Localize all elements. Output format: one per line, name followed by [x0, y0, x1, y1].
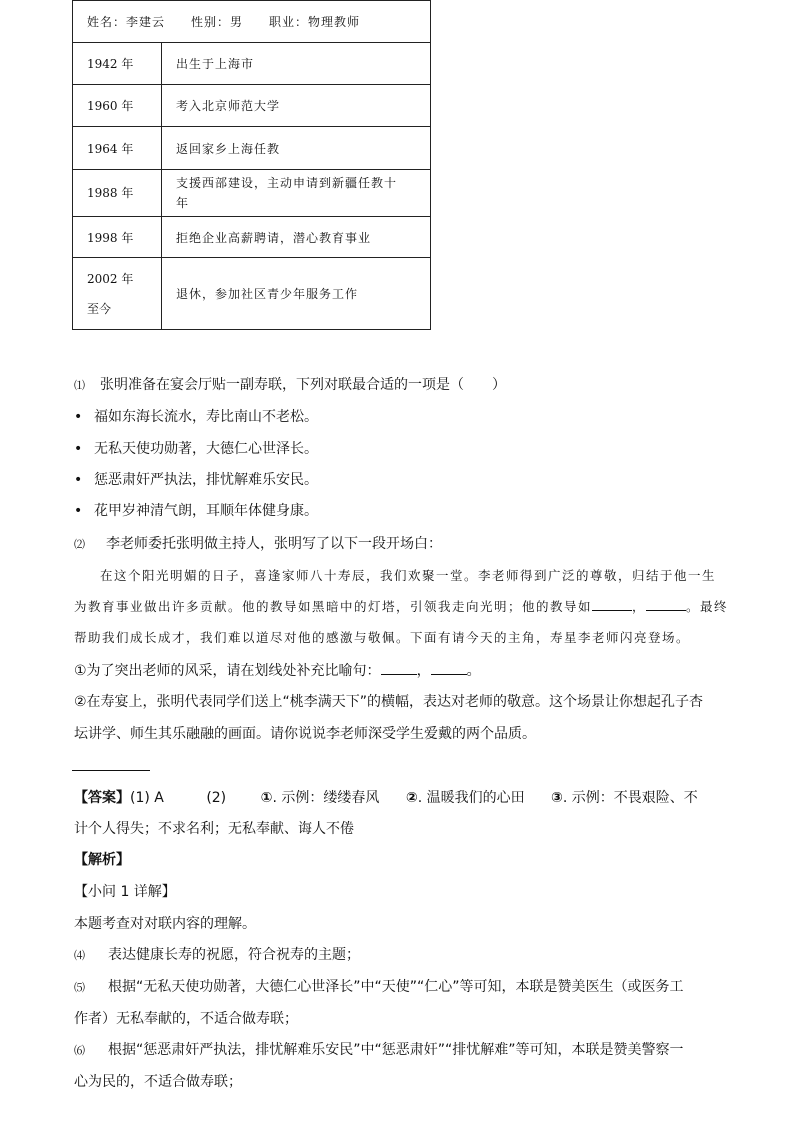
question-2 — [74, 533, 442, 553]
question-text: 李老师委托张明做主持人，张明写了以下一段开场白： — [106, 536, 442, 552]
bullet-icon: • — [74, 409, 83, 425]
analysis-item-continuation: 作者）无私奉献的，不适合做寿联； — [74, 1011, 298, 1027]
table-row — [73, 170, 431, 217]
item-number: ⑷ — [74, 949, 85, 962]
answer-part: . 温暖我们的心田 — [417, 790, 525, 806]
item-number: ⑸ — [74, 981, 85, 994]
analysis-label: 【解析】 — [74, 852, 130, 868]
answer-label: 【答案】 — [74, 790, 130, 806]
table-row — [73, 85, 431, 127]
option-text: 惩恶肃奸严执法，排忧解难乐安民。 — [94, 472, 318, 488]
answer-line: 计个人得失；不求名利；无私奉献、诲人不倦 — [74, 821, 354, 837]
answer-mark: ③ — [551, 790, 563, 806]
event-cell: 出生于上海市 — [162, 43, 431, 85]
option-text: 花甲岁神清气朗，耳顺年体健身康。 — [94, 503, 318, 519]
answer-mark: ② — [405, 790, 418, 806]
year-line: 2002 年 — [87, 271, 134, 286]
blank-1 — [381, 662, 417, 675]
opening-speech-line: 在这个阳光明媚的日子，喜逢家师八十寿辰，我们欢聚一堂。李老师得到广泛的尊敬，归结于他一生 — [100, 568, 717, 583]
item-text: 根据“惩恶肃奸严执法，排忧解难乐安民”中“惩恶肃奸”“排忧解难”等可知，本联是赞美警察一 — [108, 1042, 684, 1058]
event-line: 支援西部建设，主动申请到新疆任教十 — [176, 176, 398, 190]
year-cell: 1998 年 — [73, 217, 162, 258]
analysis-sub-label: 【小问 1 详解】 — [74, 884, 176, 900]
answer-part: (2) — [206, 790, 227, 806]
bullet-icon: • — [74, 472, 83, 488]
opening-speech-line — [74, 597, 728, 615]
answer-part: . 示例：不畏艰险、不 — [562, 790, 698, 806]
blank-1 — [592, 598, 632, 611]
answer-part: . 示例：缕缕春风 — [272, 790, 380, 806]
sub-question-text: ， — [416, 663, 431, 679]
option-text: 无私天使功勋著，大德仁心世泽长。 — [94, 441, 318, 457]
question-text: 张明准备在宴会厅贴一副寿联，下列对联最合适的一项是（ ） — [100, 377, 506, 393]
event-cell — [162, 170, 431, 217]
year-cell: 1988 年 — [73, 170, 162, 217]
answer-mark: ① — [260, 790, 273, 806]
table-row — [73, 43, 431, 85]
year-line: 至今 — [87, 301, 112, 316]
option-c — [74, 469, 318, 489]
sub-question-1 — [74, 660, 481, 680]
question-number: ⑵ — [74, 538, 85, 551]
analysis-intro: 本题考查对对联内容的理解。 — [74, 916, 256, 932]
item-number: ⑹ — [74, 1044, 85, 1057]
answer-line — [74, 787, 698, 807]
year-cell: 1942 年 — [73, 43, 162, 85]
sub-question-2-line: 坛讲学、师生其乐融融的画面。请你说说李老师深受学生爱戴的两个品质。 — [74, 726, 536, 742]
analysis-item — [74, 944, 360, 964]
event-cell: 考入北京师范大学 — [162, 85, 431, 127]
year-cell — [73, 258, 162, 330]
bullet-icon: • — [74, 441, 83, 457]
speech-text: 。最终 — [686, 599, 729, 614]
table-header: 姓名：李建云 性别：男 职业：物理教师 — [73, 1, 431, 43]
item-text: 根据“无私天使功勋著，大德仁心世泽长”中“天使”“仁心”等可知，本联是赞美医生（或医务工 — [108, 979, 684, 995]
table-row — [73, 127, 431, 170]
event-line: 年 — [176, 196, 190, 210]
opening-speech-line: 帮助我们成长成才，我们难以道尽对他的感激与敬佩。下面有请今天的主角，寿星李老师闪亮登场。 — [74, 630, 691, 645]
year-cell: 1960 年 — [73, 85, 162, 127]
blank-2 — [431, 662, 467, 675]
event-cell: 退休，参加社区青少年服务工作 — [162, 258, 431, 330]
table-row — [73, 217, 431, 258]
option-d — [74, 500, 318, 520]
analysis-item — [74, 976, 684, 996]
table-row — [73, 258, 431, 330]
option-a — [74, 406, 318, 426]
question-1 — [74, 374, 506, 394]
answer-part: (1) A — [130, 790, 164, 806]
divider — [72, 770, 150, 771]
sub-question-text: ①为了突出老师的风采，请在划线处补充比喻句： — [74, 663, 381, 679]
year-cell: 1964 年 — [73, 127, 162, 170]
analysis-item-continuation: 心为民的，不适合做寿联； — [74, 1074, 242, 1090]
question-number: ⑴ — [74, 379, 85, 392]
biography-table — [72, 0, 431, 330]
bullet-icon: • — [74, 503, 83, 519]
option-text: 福如东海长流水，寿比南山不老松。 — [94, 409, 318, 425]
blank-2 — [646, 598, 686, 611]
event-cell: 返回家乡上海任教 — [162, 127, 431, 170]
speech-text: ， — [632, 599, 647, 614]
item-text: 表达健康长寿的祝愿，符合祝寿的主题； — [108, 947, 360, 963]
sub-question-2-line: ②在寿宴上，张明代表同学们送上“桃李满天下”的横幅，表达对老师的敬意。这个场景让你想起孔子杏 — [74, 694, 704, 710]
sub-question-text: 。 — [466, 663, 481, 679]
speech-text: 为教育事业做出许多贡献。他的教导如黑暗中的灯塔，引领我走向光明；他的教导如 — [74, 599, 593, 614]
option-b — [74, 438, 318, 458]
analysis-item — [74, 1039, 684, 1059]
event-cell: 拒绝企业高薪聘请，潜心教育事业 — [162, 217, 431, 258]
